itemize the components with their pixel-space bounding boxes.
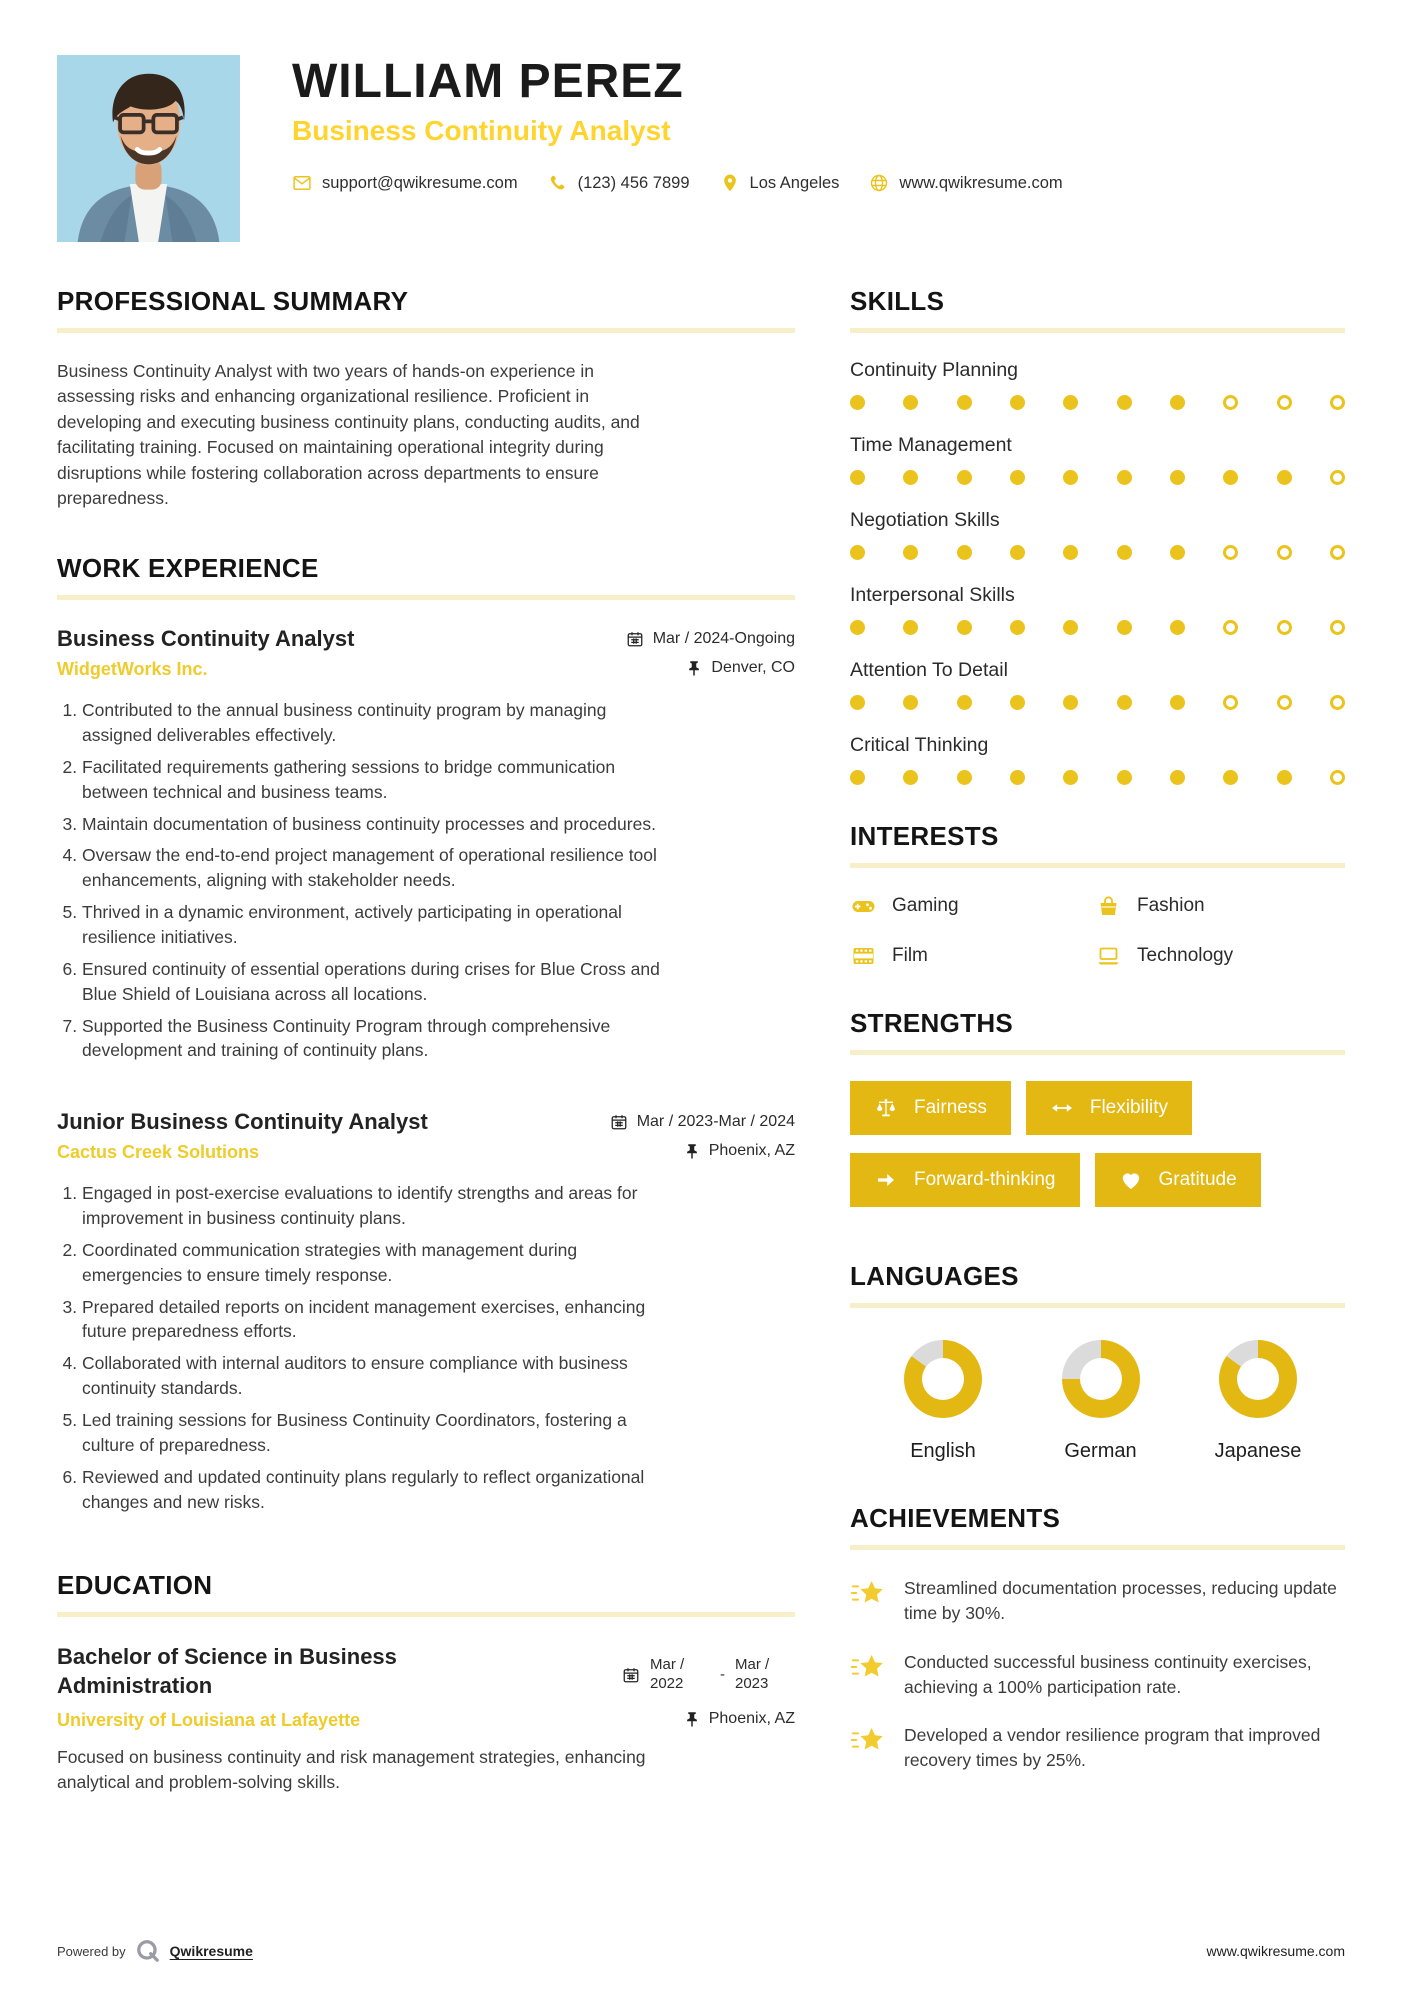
calendar-icon <box>626 630 644 648</box>
section-divider <box>850 1545 1345 1550</box>
skill-dot-filled <box>957 395 972 410</box>
donut-hole <box>1237 1358 1279 1400</box>
experience-heading: WORK EXPERIENCE <box>57 553 319 584</box>
donut-hole <box>922 1358 964 1400</box>
job-bullet: 3. Maintain documentation of business continuity processes and procedures. <box>82 812 672 837</box>
language-donut-chart <box>904 1340 982 1418</box>
interest-item <box>1095 894 1345 918</box>
calendar-icon <box>610 1113 628 1131</box>
strength-label: Gratitude <box>1158 1169 1237 1190</box>
qwikresume-logo <box>135 1938 161 1964</box>
interest-label: Technology <box>1137 945 1234 966</box>
scale-icon <box>874 1096 898 1120</box>
section-experience <box>57 553 795 1514</box>
job-title: Junior Business Continuity Analyst <box>57 1109 428 1135</box>
interest-item <box>850 894 1095 918</box>
language-item <box>868 1340 1018 1463</box>
section-achievements <box>850 1503 1345 1773</box>
skill-dot-filled <box>850 395 865 410</box>
job-location <box>683 1142 795 1160</box>
section-skills <box>850 286 1345 785</box>
education-location <box>683 1710 795 1728</box>
strength-badge <box>1026 1081 1192 1135</box>
language-name: English <box>910 1440 976 1462</box>
strength-badge <box>850 1153 1080 1207</box>
skill-rating <box>850 695 1345 710</box>
left-column <box>57 286 795 1837</box>
skill-dot-filled <box>1117 620 1132 635</box>
skill-dot-empty <box>1277 695 1292 710</box>
strength-badge <box>1095 1153 1261 1207</box>
skill-item <box>850 659 1345 710</box>
skill-dot-filled <box>850 545 865 560</box>
skill-dot-empty <box>1330 770 1345 785</box>
skill-dot-filled <box>1010 395 1025 410</box>
skill-item <box>850 434 1345 485</box>
contact-website-text: www.qwikresume.com <box>899 173 1063 192</box>
skill-dot-filled <box>1170 395 1185 410</box>
job-entry <box>57 626 795 1063</box>
job-location <box>685 659 795 677</box>
skill-dot-empty <box>1223 620 1238 635</box>
skill-dot-filled <box>850 770 865 785</box>
education-heading: EDUCATION <box>57 1570 213 1601</box>
education-description: Focused on business continuity and risk management strategies, enhancing analytical and problem-solving skills. <box>57 1746 646 1792</box>
skill-dot-filled <box>903 545 918 560</box>
job-bullet: 5. Led training sessions for Business Continuity Coordinators, fostering a culture of preparedness. <box>82 1408 672 1458</box>
summary-heading: PROFESSIONAL SUMMARY <box>57 286 409 316</box>
interest-item <box>850 944 1095 968</box>
skill-name: Time Management <box>850 434 1012 456</box>
contact-row <box>292 173 1079 193</box>
language-item <box>1026 1340 1176 1463</box>
section-divider <box>850 1050 1345 1055</box>
achievement-text: Streamlined documentation processes, reducing update time by 30%. <box>904 1578 1337 1623</box>
interest-item <box>1095 944 1345 968</box>
skill-dot-filled <box>1010 620 1025 635</box>
strength-label: Forward-thinking <box>914 1169 1056 1190</box>
skill-dot-filled <box>1063 395 1078 410</box>
skill-dot-filled <box>1063 770 1078 785</box>
location-pin-icon <box>720 173 740 193</box>
skill-dot-filled <box>1010 770 1025 785</box>
skill-rating <box>850 545 1345 560</box>
strengths-heading: STRENGTHS <box>850 1008 1014 1038</box>
pushpin-icon <box>685 659 703 677</box>
achievement-item <box>850 1576 1345 1626</box>
skill-name: Negotiation Skills <box>850 509 1000 531</box>
profile-photo <box>57 55 240 242</box>
job-dates <box>610 1109 795 1131</box>
film-icon <box>850 944 877 968</box>
job-bullet: 1. Engaged in post-exercise evaluations to identify strengths and areas for improvement in business continuity plans. <box>82 1181 672 1231</box>
skill-dot-filled <box>1117 695 1132 710</box>
skill-dot-filled <box>1117 395 1132 410</box>
star-icon <box>850 1578 886 1608</box>
contact-location <box>720 173 840 193</box>
section-languages <box>850 1261 1345 1463</box>
skill-dot-filled <box>850 695 865 710</box>
skill-dot-filled <box>957 620 972 635</box>
gamepad-icon <box>850 894 877 918</box>
donut-hole <box>1080 1358 1122 1400</box>
skill-dot-filled <box>1170 470 1185 485</box>
job-bullet: 4. Oversaw the end-to-end project management of operational resilience tool enhancements, aligning with stakeholder needs. <box>82 843 672 893</box>
skill-dot-filled <box>903 620 918 635</box>
skill-rating <box>850 620 1345 635</box>
header-text <box>292 55 1079 193</box>
language-name: Japanese <box>1214 1440 1302 1462</box>
skill-dot-empty <box>1277 545 1292 560</box>
skill-dot-filled <box>1170 695 1185 710</box>
job-location-text: Denver, CO <box>711 659 795 677</box>
education-school: University of Louisiana at Lafayette <box>57 1709 361 1730</box>
job-bullet: 2. Facilitated requirements gathering sessions to bridge communication between technical and business teams. <box>82 755 672 805</box>
skill-dot-empty <box>1223 545 1238 560</box>
skill-dot-filled <box>1010 545 1025 560</box>
section-interests <box>850 821 1345 968</box>
skills-list <box>850 359 1345 785</box>
skill-rating <box>850 470 1345 485</box>
job-bullet: 4. Collaborated with internal auditors to ensure compliance with business continuity standards. <box>82 1351 672 1401</box>
skill-dot-filled <box>850 470 865 485</box>
interests-heading: INTERESTS <box>850 821 999 851</box>
skill-dot-filled <box>1117 470 1132 485</box>
job-company: Cactus Creek Solutions <box>57 1142 260 1163</box>
job-bullet: 3. Prepared detailed reports on incident management exercises, enhancing future preparedness efforts. <box>82 1295 672 1345</box>
header <box>0 0 1407 242</box>
achievement-item <box>850 1650 1345 1700</box>
skill-dot-filled <box>1117 545 1132 560</box>
contact-phone <box>548 173 690 193</box>
skill-dot-filled <box>903 770 918 785</box>
skill-dot-filled <box>1170 545 1185 560</box>
skill-dot-empty <box>1277 395 1292 410</box>
envelope-icon <box>292 173 312 193</box>
skill-item <box>850 509 1345 560</box>
section-divider <box>57 595 795 600</box>
contact-phone-text: (123) 456 7899 <box>577 173 690 192</box>
skill-dot-filled <box>1010 470 1025 485</box>
job-entry <box>57 1109 795 1514</box>
skill-dot-filled <box>1277 470 1292 485</box>
skill-dot-empty <box>1330 470 1345 485</box>
skill-dot-filled <box>957 770 972 785</box>
section-summary <box>57 286 795 511</box>
contact-email-text: support@qwikresume.com <box>322 173 518 192</box>
job-bullets <box>57 1181 672 1514</box>
interests-grid <box>850 894 1345 968</box>
skill-dot-empty <box>1277 620 1292 635</box>
interest-label: Gaming <box>892 895 959 916</box>
job-company: WidgetWorks Inc. <box>57 659 208 680</box>
job-bullet: 6. Ensured continuity of essential operations during crises for Blue Cross and Blue Shield of Louisiana across all locations. <box>82 957 672 1007</box>
achievement-text: Developed a vendor resilience program that improved recovery times by 25%. <box>904 1725 1321 1771</box>
skill-dot-filled <box>850 620 865 635</box>
skills-heading: SKILLS <box>850 286 945 316</box>
skill-dot-filled <box>903 395 918 410</box>
section-divider <box>57 1612 795 1617</box>
skill-dot-empty <box>1330 395 1345 410</box>
job-dates <box>626 626 795 648</box>
skill-name: Attention To Detail <box>850 659 1008 681</box>
skill-name: Continuity Planning <box>850 359 1019 381</box>
skill-dot-empty <box>1330 545 1345 560</box>
section-strengths <box>850 1008 1345 1225</box>
skill-rating <box>850 395 1345 410</box>
brand-link[interactable]: Qwikresume <box>169 1943 253 1959</box>
interest-label: Fashion <box>1137 895 1205 916</box>
skill-dot-filled <box>1223 470 1238 485</box>
job-dates-text: Mar / 2024-Ongoing <box>652 630 795 648</box>
pushpin-icon <box>683 1710 701 1728</box>
skill-dot-empty <box>1223 395 1238 410</box>
section-divider <box>850 328 1345 333</box>
job-bullet: 6. Reviewed and updated continuity plans regularly to reflect organizational changes and new risks. <box>82 1465 672 1515</box>
strength-badge <box>850 1081 1011 1135</box>
education-date-start: Mar / 2022 <box>650 1656 685 1692</box>
language-donut-chart <box>1219 1340 1297 1418</box>
skill-dot-filled <box>1063 470 1078 485</box>
achievement-item <box>850 1723 1345 1773</box>
education-dates <box>622 1643 795 1700</box>
skill-dot-filled <box>957 545 972 560</box>
arrow-right-icon <box>874 1168 898 1192</box>
language-item <box>1183 1340 1333 1463</box>
double-arrow-icon <box>1050 1096 1074 1120</box>
job-bullet: 7. Supported the Business Continuity Program through comprehensive development and training of continuity plans. <box>82 1014 672 1064</box>
skill-item <box>850 359 1345 410</box>
skill-dot-filled <box>1063 620 1078 635</box>
star-icon <box>850 1652 886 1682</box>
pushpin-icon <box>683 1142 701 1160</box>
laptop-icon <box>1095 944 1122 968</box>
education-date-separator: - <box>720 1666 725 1684</box>
strength-label: Flexibility <box>1089 1097 1168 1118</box>
right-column <box>850 286 1345 1837</box>
job-bullet: 1. Contributed to the annual business continuity program by managing assigned deliverables effectively. <box>82 698 672 748</box>
star-icon <box>850 1725 886 1755</box>
education-location-text: Phoenix, AZ <box>708 1709 795 1727</box>
skill-dot-filled <box>1277 770 1292 785</box>
profile-photo-illustration <box>57 55 240 242</box>
section-divider <box>850 863 1345 868</box>
achievements-heading: ACHIEVEMENTS <box>850 1503 1061 1533</box>
skill-dot-empty <box>1223 695 1238 710</box>
skill-name: Interpersonal Skills <box>850 584 1015 606</box>
person-name: WILLIAM PEREZ <box>292 55 684 108</box>
job-bullet: 5. Thrived in a dynamic environment, actively participating in operational resilience initiatives. <box>82 900 672 950</box>
job-location-text: Phoenix, AZ <box>708 1142 795 1160</box>
languages-list <box>850 1334 1345 1463</box>
strength-label: Fairness <box>914 1097 987 1118</box>
strengths-badges <box>850 1081 1345 1225</box>
calendar-icon <box>622 1666 640 1684</box>
job-bullet: 2. Coordinated communication strategies with management during emergencies to ensure timely response. <box>82 1238 672 1288</box>
skill-dot-filled <box>1170 620 1185 635</box>
phone-icon <box>548 173 568 193</box>
summary-text: Business Continuity Analyst with two years of hands-on experience in assessing risks and enhancing organizational resilience. Proficient in developing and executing business continuity plans, conducting audits, and facilitating training. Focused on maintaining operational integrity during disruptions while fostering collaboration across departments to ensure preparedness. <box>57 361 640 508</box>
heart-icon <box>1119 1168 1143 1192</box>
education-degree: Bachelor of Science in Business Administration <box>57 1644 397 1698</box>
job-title: Business Continuity Analyst <box>57 626 355 652</box>
footer-website-link[interactable]: www.qwikresume.com <box>1206 1943 1345 1959</box>
skill-dot-filled <box>1117 770 1132 785</box>
handbag-icon <box>1095 894 1122 918</box>
skill-name: Critical Thinking <box>850 734 989 756</box>
contact-website[interactable] <box>869 173 1062 193</box>
skill-dot-filled <box>1063 695 1078 710</box>
skill-dot-filled <box>957 695 972 710</box>
section-divider <box>57 328 795 333</box>
languages-heading: LANGUAGES <box>850 1261 1019 1291</box>
interest-label: Film <box>892 945 928 966</box>
globe-icon <box>869 173 889 193</box>
skill-dot-filled <box>1170 770 1185 785</box>
skill-item <box>850 584 1345 635</box>
section-divider <box>850 1303 1345 1308</box>
footer <box>57 1938 1345 1964</box>
skill-dot-empty <box>1330 620 1345 635</box>
job-dates-text: Mar / 2023-Mar / 2024 <box>636 1113 795 1131</box>
achievements-list <box>850 1576 1345 1773</box>
skill-dot-filled <box>1223 770 1238 785</box>
job-bullets <box>57 698 672 1063</box>
language-name: German <box>1064 1440 1137 1462</box>
skill-dot-filled <box>1063 545 1078 560</box>
person-title: Business Continuity Analyst <box>292 115 671 147</box>
skill-dot-filled <box>903 470 918 485</box>
contact-email[interactable] <box>292 173 518 193</box>
skill-dot-empty <box>1330 695 1345 710</box>
skill-rating <box>850 770 1345 785</box>
skill-dot-filled <box>957 470 972 485</box>
skill-dot-filled <box>1010 695 1025 710</box>
achievement-text: Conducted successful business continuity exercises, achieving a 100% participation rate. <box>904 1651 1312 1697</box>
contact-location-text: Los Angeles <box>749 173 840 192</box>
language-donut-chart <box>1062 1340 1140 1418</box>
body-columns <box>0 286 1407 1837</box>
education-date-end: Mar / 2023 <box>735 1656 770 1692</box>
powered-by-label: Powered by <box>57 1943 126 1959</box>
skill-item <box>850 734 1345 785</box>
skill-dot-filled <box>903 695 918 710</box>
section-education <box>57 1570 795 1795</box>
